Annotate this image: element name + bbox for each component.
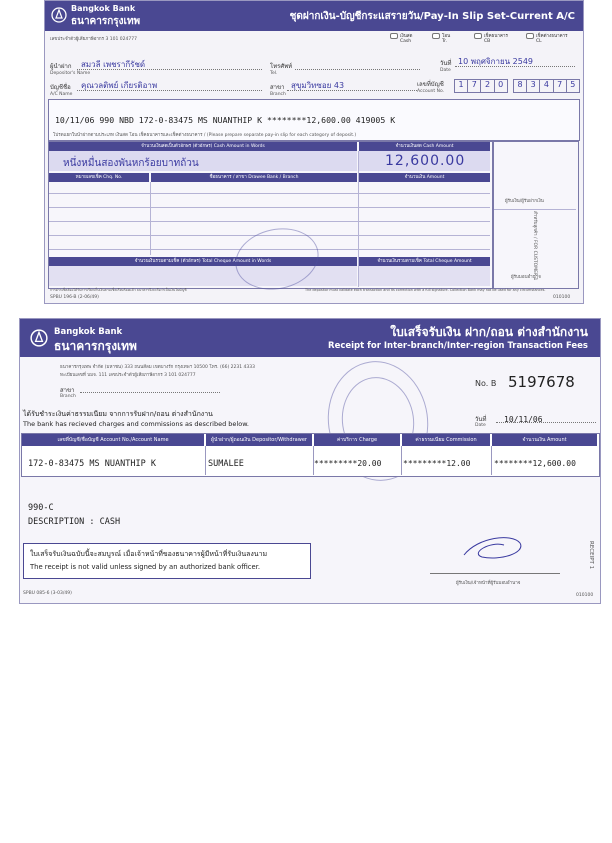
acname-value[interactable]: คุณวลติพย์ เกียรติอาพ — [81, 81, 158, 90]
depositor-label-en: Depositor's Name — [50, 71, 91, 76]
acno-label-en: Account No. — [417, 89, 445, 94]
receipt-code: 010100 — [576, 593, 594, 598]
col-depositor: ผู้นำฝาก/ผู้ถอนเงิน Depositor/Withdrawer — [206, 434, 312, 446]
form-number: SPBU 085-6 (3-03/49) — [23, 591, 72, 596]
footer-note-en: The depositor must validate each transaction and its correction with a full signature. Collection Bank may not be used for any circumstances. — [305, 288, 546, 292]
side-receiver-label: ผู้รับมอบอำนาจ — [511, 275, 541, 280]
receipt-title-th: ใบเสร็จรับเงิน ฝาก/ถอน ต่างสำนักงาน — [390, 325, 588, 339]
tel-label: โทรศัพท์ — [270, 63, 293, 70]
cash-amount[interactable]: 12,600.00 — [385, 153, 466, 169]
bank-name-en: Bangkok Bank — [54, 327, 123, 337]
side-vertical-label: สำหรับลูกค้า / FOR CUSTOMER 1 — [532, 211, 537, 281]
bank-name-th: ธนาคารกรุงเทพ — [71, 16, 141, 27]
col-amount: จำนวนเงิน Amount — [359, 173, 490, 182]
acname-label: บัญชีชื่อ — [50, 84, 71, 91]
receipt-number: 5197678 — [508, 373, 575, 391]
fee-receipt — [19, 318, 601, 604]
officer-signature — [460, 531, 526, 565]
bank-name-en: Bangkok Bank — [71, 4, 136, 13]
date-label: วันที่ — [475, 416, 487, 423]
cash-header: จำนวนเงินสด Cash Amount — [359, 142, 490, 151]
form-number: SPBU 196-B (2-06/49) — [50, 295, 99, 300]
total-words-header: จำนวนเงินรวมตามเช็ค (ตัวอักษร) Total Cheque Amount in Words — [49, 257, 357, 266]
option-cl[interactable]: เช็คต่างธนาคาร CL — [526, 32, 582, 44]
branch-label: สาขา — [270, 84, 285, 91]
receipt-header — [20, 319, 600, 357]
row-account: 172-0-83475 MS NUANTHIP K — [28, 459, 156, 469]
col-account: เลขที่บัญชี/ชื่อบัญชี Account No./Account Name — [22, 434, 204, 446]
date-label: วันที่ — [440, 60, 452, 67]
depositor-name[interactable]: สมวลี เพชรากีรัชด์ — [81, 60, 146, 69]
col-amount: จำนวนเงิน Amount — [492, 434, 597, 446]
col-commission: ค่าธรรมเนียม Commission — [402, 434, 490, 446]
date-value[interactable]: 10 พฤศจิกายน 2549 — [458, 57, 533, 66]
total-amount-header: จำนวนเงินรวมตามเช็ค Total Cheque Amount — [359, 257, 490, 266]
received-text-th: ได้รับชำระเงินค่าธรรมเนียม จากการรับฝาก/ถอน ต่างสำนักงาน — [23, 410, 213, 418]
branch-value[interactable]: สุขุมวิทซอย 43 — [291, 81, 345, 90]
bank-logo-icon — [51, 7, 67, 23]
printed-validation-line: 10/11/06 990 NBD 172-0-83475 MS NUANTHIP K ********12,600.00 419005 K — [55, 115, 396, 125]
tax-id-line: เลขประจำตัวผู้เสียภาษีอากร 3 101 024777 — [50, 37, 137, 42]
row-commission: *********12.00 — [403, 459, 471, 468]
slip-title: ชุดฝากเงิน-บัญชีกระแสรายวัน/Pay-In Slip Set-Current A/C — [289, 11, 575, 22]
depositor-label: ผู้นำฝาก — [50, 63, 72, 70]
slip-code: 010100 — [553, 295, 571, 300]
received-text-en: The bank has recieved charges and commissions as described below. — [23, 420, 249, 428]
bank-address: ธนาคารกรุงเทพ จำกัด (มหาชน) 333 ถนนสีลม เขตบางรัก กรุงเทพฯ 10500 โทร. (66) 2231 4333 — [60, 365, 255, 370]
branch-label: สาขา — [60, 387, 75, 394]
option-cb[interactable]: เช็คธนาคาร CB — [474, 32, 524, 44]
account-number-boxes[interactable]: 1 7 2 0 8 3 4 7 5 — [455, 79, 580, 93]
pay-in-header — [45, 1, 583, 31]
bank-name-th: ธนาคารกรุงเทพ — [54, 339, 137, 353]
acname-label-en: A/C Name — [50, 92, 73, 97]
signer-label: ผู้รับเงิน/เจ้าหน้าที่ผู้รับมอบอำนาจ — [456, 581, 521, 586]
option-cash[interactable]: เงินสด Cash — [390, 32, 430, 44]
bank-logo-icon — [30, 329, 48, 347]
acno-label: เลขที่บัญชี — [417, 81, 444, 88]
date-label-en: Date — [475, 423, 486, 428]
col-chq-no: หมายเลขเช็ค Chq. No. — [49, 173, 149, 182]
tax-id-line: ทะเบียนเลขที่ บมจ. 111 เลขประจำตัวผู้เสียภาษีอากร 3 101 024777 — [60, 373, 196, 378]
branch-label-en: Branch — [270, 92, 286, 97]
receipt-no-label: No. B — [475, 379, 497, 388]
transaction-description: DESCRIPTION : CASH — [28, 517, 121, 527]
cash-in-words[interactable]: หนึ่งหมื่นสองพันหกร้อยบาทถ้วน — [63, 158, 199, 169]
transaction-code: 990-C — [28, 503, 54, 513]
pay-in-slip — [44, 0, 584, 304]
date-label-en: Date — [440, 68, 451, 73]
receipt-vertical-label: RECEIPT 1 — [588, 541, 594, 570]
row-charge: *********20.00 — [314, 459, 382, 468]
col-drawee-bank: ชื่อธนาคาร / สาขา Drawee Bank / Branch — [151, 173, 357, 182]
receipt-title-en: Receipt for Inter-branch/Inter-region Transaction Fees — [328, 341, 588, 351]
row-depositor: SUMALEE — [208, 459, 244, 469]
words-header: จำนวนเงินสดเป็นตัวอักษร (ตัวอักษร) Cash Amount in Words — [49, 142, 357, 151]
footer-note-th: การฝากเช็คต้องได้รับการเรียกเก็บเงินตามเช็คเรียบร้อยแล้ว ธนาคารจึงจะถือว่าเป็นเงินในบัญชี — [50, 288, 187, 292]
category-instruction: โปรดแยกใบนำฝากตามประเภท เงินสด โอน เช็คธนาคารและเช็คต่างธนาคาร / (Please prepare separate pay-in slip for each category of deposit.) — [53, 133, 357, 138]
notice-en: The receipt is not valid unless signed by an authorized bank officer. — [30, 563, 261, 571]
tel-label-en: Tel. — [270, 71, 278, 76]
side-depositor-label: ผู้รับเงิน/ผู้รับฝากเงิน — [505, 199, 544, 204]
notice-th: ใบเสร็จรับเงินฉบับนี้จะสมบูรณ์ เมื่อเจ้าหน้าที่ของธนาคารผู้มีหน้าที่รับเงินลงนาม — [30, 550, 268, 558]
option-transfer[interactable]: โอน Tr. — [432, 32, 472, 44]
receipt-date: 10/11/06 — [504, 415, 543, 424]
row-amount: ********12,600.00 — [494, 459, 576, 468]
branch-label-en: Branch — [60, 394, 76, 399]
col-charge: ค่าบริการ Charge — [314, 434, 400, 446]
